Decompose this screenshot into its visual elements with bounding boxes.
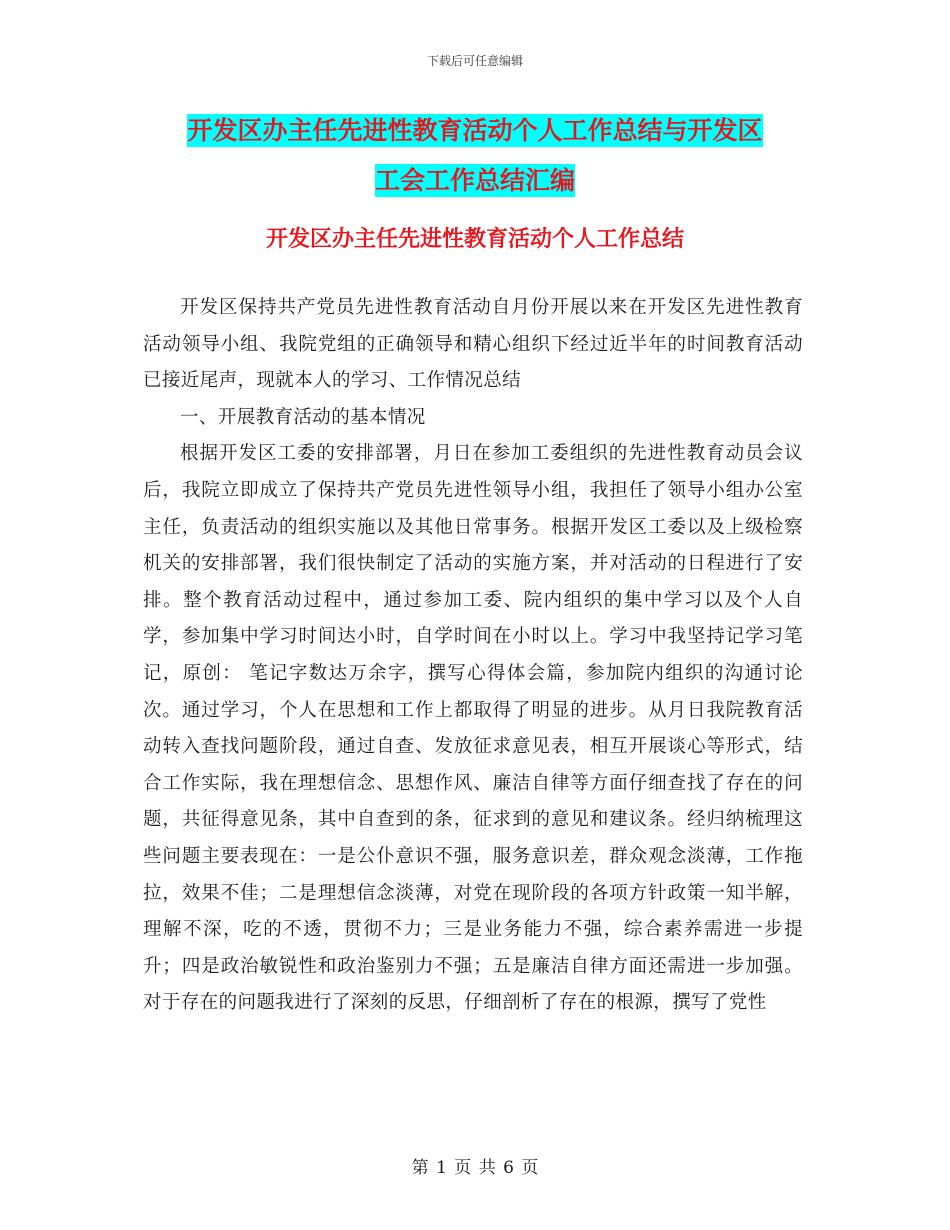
section-title: 开发区办主任先进性教育活动个人工作总结 bbox=[265, 227, 684, 252]
paragraph-heading-1: 一、开展教育活动的基本情况 bbox=[180, 406, 426, 428]
body-text bbox=[143, 290, 803, 1022]
header-note: 下载后可任意编辑 bbox=[426, 54, 523, 68]
paragraph-main: 根据开发区工委的安排部署，月日在参加工委组织的先进性教育动员会议后，我院立即成立了保持共产党员先进性领导小组，我担任了领导小组办公室主任，负责活动的组织实施以及其他日常事务。根据开发区工委以及上级检察机关的安排部署，我们很快制定了活动的实施方案，并对活动的日程进行了安排。整个教育活动过程中，通过参加工委、院内组织的集中学习以及个人自学，参加集中学习时间达小时，自学时间在小时以上。学习中我坚持记学习笔记，原创： 笔记字数达万余字，撰写心得体会篇，参加院内组织的沟通讨论次。通过学习，个人在思想和工作上都取得了明显的进步。从月日我院教育活动转入查找问题阶段，通过自查、发放征求意见表，相互开展谈心等形式，结合工作实际，我在理想信念、思想作风、廉洁自律等方面仔细查找了存在的问题，共征得意见条，其中自查到的条，征求到的意见和建议条。经归纳梳理这些问题主要表现在：一是公仆意识不强，服务意识差，群众观念淡薄，工作拖拉，效果不佳；二是理想信念淡薄，对党在现阶段的各项方针政策一知半解，理解不深，吃的不透，贯彻不力；三是业务能力不强，综合素养需进一步提升；四是政治敏锐性和政治鉴别力不强；五是廉洁自律方面还需进一步加强。对于存在的问题我进行了深刻的反思，仔细剖析了存在的根源，撰写了党性 bbox=[143, 443, 803, 1014]
page-footer: 第 1 页 共 6 页 bbox=[411, 1158, 539, 1178]
document-title-line-1: 开发区办主任先进性教育活动个人工作总结与开发区 bbox=[187, 116, 763, 145]
paragraph-intro: 开发区保持共产党员先进性教育活动自月份开展以来在开发区先进性教育活动领导小组、我院党组的正确领导和精心组织下经过近半年的时间教育活动已接近尾声，现就本人的学习、工作情况总结 bbox=[143, 297, 803, 392]
document-title-line-2: 工会工作总结汇编 bbox=[374, 166, 575, 195]
document-title bbox=[140, 106, 810, 206]
